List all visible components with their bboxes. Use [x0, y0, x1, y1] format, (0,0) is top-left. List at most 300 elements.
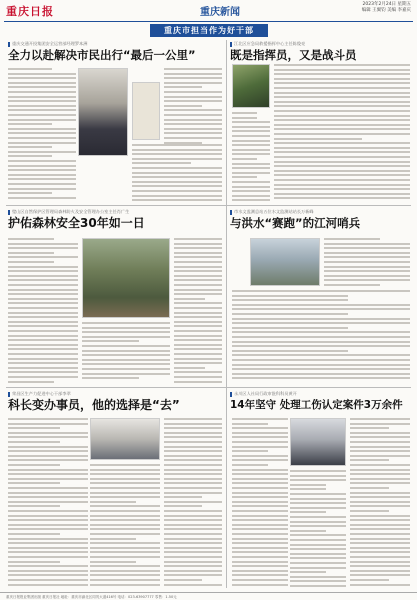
text-line [290, 571, 326, 573]
text-line [8, 155, 52, 157]
text-line [232, 117, 257, 119]
text-line [232, 140, 270, 142]
text-line [274, 161, 410, 163]
text-line [174, 302, 222, 304]
text-line [232, 167, 270, 169]
text-line [82, 359, 170, 361]
text-line [290, 479, 346, 481]
text-line [350, 574, 410, 576]
text-line [90, 570, 160, 572]
text-line [274, 151, 410, 153]
text-line [8, 91, 76, 93]
text-line [8, 279, 78, 281]
text-line [232, 368, 410, 370]
text-line [232, 565, 288, 567]
text-line [90, 542, 160, 544]
text-line [90, 519, 160, 521]
text-line [8, 482, 60, 484]
text-line [164, 418, 222, 420]
text-line [8, 427, 60, 429]
text-line [232, 345, 410, 347]
story-headline: 14年坚守 处理工伤认定案件3万余件 [230, 399, 403, 411]
text-line [174, 316, 222, 318]
text-line [82, 368, 170, 370]
text-line [8, 561, 60, 563]
text-line [8, 501, 88, 503]
text-line [350, 487, 389, 489]
text-line [8, 256, 78, 258]
text-line [90, 584, 160, 586]
text-line [8, 109, 76, 111]
text-line [174, 261, 222, 263]
text-line [164, 123, 222, 125]
text-line [232, 341, 410, 343]
text-line [90, 524, 160, 526]
text-line [8, 450, 88, 452]
text-line [232, 295, 348, 297]
text-line [232, 510, 288, 512]
text-line [82, 363, 170, 365]
text-line [8, 381, 54, 383]
text-line [274, 133, 410, 135]
row-divider [6, 205, 411, 206]
text-line [164, 82, 222, 84]
text-line [290, 576, 346, 578]
text-line [132, 153, 222, 155]
story-kicker: 江北区应急局救援指挥中心主任陈俊亮 [230, 40, 410, 47]
text-line [90, 574, 160, 576]
text-line [90, 510, 160, 512]
text-line [8, 524, 88, 526]
text-line [82, 345, 170, 347]
text-line [232, 542, 288, 544]
text-line [232, 538, 288, 540]
text-line [90, 528, 160, 530]
text-line [174, 298, 205, 300]
text-line [350, 570, 410, 572]
text-line [164, 427, 222, 429]
story-headline: 既是指挥员，又是战斗员 [230, 48, 357, 62]
column-divider [226, 40, 227, 588]
text-line [350, 501, 410, 503]
text-line [164, 464, 222, 466]
text-line [324, 247, 410, 249]
text-line [174, 362, 222, 364]
text-line [8, 487, 88, 489]
newspaper-logo: 重庆日报 [6, 5, 54, 18]
text-line [350, 584, 410, 586]
text-line [274, 110, 410, 112]
text-line [232, 533, 288, 535]
pull-quote-box [132, 82, 160, 140]
text-line [164, 565, 222, 567]
text-line [164, 533, 222, 535]
text-line [290, 539, 346, 541]
text-line [174, 247, 222, 249]
text-line [8, 325, 78, 327]
text-line [174, 284, 222, 286]
text-line [164, 505, 202, 507]
text-line [90, 487, 160, 489]
text-line [174, 266, 222, 268]
text-line [324, 275, 410, 277]
text-line [174, 307, 222, 309]
text-line [350, 450, 410, 452]
text-line [8, 464, 60, 466]
text-line [174, 381, 222, 383]
text-line [350, 455, 410, 457]
text-line [232, 373, 410, 375]
text-line [274, 64, 410, 66]
text-line [132, 167, 222, 169]
text-line [350, 510, 389, 512]
factory-photo [90, 418, 160, 460]
text-line [164, 455, 222, 457]
text-line [164, 482, 222, 484]
text-line [174, 321, 222, 323]
dateline [362, 2, 411, 14]
text-line [8, 169, 76, 171]
text-line [232, 130, 270, 132]
text-line [174, 279, 222, 281]
text-line [164, 109, 222, 111]
text-line [132, 176, 222, 178]
text-line [290, 557, 346, 559]
section-banner: 重庆市担当作为好干部 [150, 24, 268, 37]
text-line [290, 553, 346, 555]
text-line [232, 450, 268, 452]
text-line [8, 496, 88, 498]
text-line [274, 124, 410, 126]
text-line [350, 418, 410, 420]
text-line [274, 147, 410, 149]
text-line [8, 105, 76, 107]
text-line [232, 190, 270, 192]
text-line [350, 551, 410, 553]
text-line [164, 441, 222, 443]
text-line [90, 505, 160, 507]
text-line [8, 353, 78, 355]
text-line [90, 538, 136, 540]
date-text: 2023年2月24日 星期五 [362, 2, 411, 7]
text-line [8, 146, 52, 148]
text-line [90, 482, 160, 484]
text-line [164, 524, 222, 526]
text-line [232, 181, 270, 183]
text-line [232, 308, 410, 310]
text-line [232, 359, 410, 361]
text-line [8, 330, 78, 332]
text-line [350, 436, 410, 438]
text-line [350, 432, 410, 434]
text-line [232, 561, 288, 563]
text-line [232, 574, 288, 576]
text-line [164, 510, 222, 512]
text-line [82, 354, 170, 356]
text-line [164, 423, 222, 425]
text-line [350, 492, 410, 494]
text-line [8, 132, 76, 134]
text-line [274, 179, 410, 181]
text-line [8, 151, 76, 153]
text-line [350, 519, 410, 521]
text-line [8, 510, 88, 512]
text-line [232, 176, 257, 178]
text-line [90, 547, 160, 549]
story-kicker: 市水文监测总站五位水文监测站站长万新峰 [230, 208, 410, 215]
text-line [350, 496, 410, 498]
text-line [232, 304, 410, 306]
text-line [290, 488, 326, 490]
text-line [232, 556, 288, 558]
text-line [232, 199, 270, 201]
text-line [8, 160, 76, 162]
text-line [274, 69, 410, 71]
text-line [290, 493, 346, 495]
text-line [82, 336, 170, 338]
text-line [8, 348, 78, 350]
text-line [232, 336, 410, 338]
portrait-photo [78, 68, 128, 156]
text-line [174, 371, 222, 373]
text-line [8, 174, 76, 176]
text-line [290, 534, 346, 536]
text-line [90, 556, 160, 558]
text-line [350, 459, 389, 461]
text-line [232, 547, 288, 549]
text-line [232, 135, 270, 137]
text-line [8, 302, 78, 304]
text-line [232, 112, 257, 114]
text-line [274, 73, 410, 75]
text-line [232, 524, 288, 526]
forest-photo [82, 238, 170, 318]
text-line [82, 373, 170, 375]
text-line [232, 501, 288, 503]
text-line [164, 68, 222, 70]
story-kicker: 荣昌区生产力促进中心干部李翠 [8, 390, 223, 397]
text-line [232, 455, 288, 457]
text-line [8, 197, 76, 199]
text-line [324, 270, 410, 272]
text-line [290, 567, 346, 569]
text-line [232, 473, 288, 475]
text-line [164, 579, 202, 581]
text-line [274, 142, 410, 144]
text-line [232, 464, 268, 466]
text-line [132, 185, 222, 187]
text-line [8, 298, 78, 300]
text-line [164, 137, 222, 139]
text-line [8, 165, 76, 167]
text-line [8, 455, 88, 457]
text-line [290, 585, 346, 587]
text-line [164, 436, 222, 438]
text-line [8, 335, 78, 337]
text-line [232, 158, 257, 160]
text-line [8, 275, 78, 277]
text-line [8, 367, 78, 369]
text-line [132, 149, 222, 151]
text-line [174, 270, 222, 272]
text-line [8, 584, 88, 586]
text-line [274, 170, 410, 172]
text-line [8, 128, 76, 130]
text-line [350, 482, 410, 484]
text-line [232, 331, 410, 333]
text-line [350, 446, 410, 448]
text-line [164, 492, 222, 494]
text-line [8, 570, 88, 572]
story-kicker: 永川区人社局行政审批科科员黄开 [230, 390, 410, 397]
text-line [350, 515, 410, 517]
text-line [8, 519, 88, 521]
text-line [90, 464, 160, 466]
text-line [174, 289, 222, 291]
text-line [274, 188, 410, 190]
text-line [350, 505, 410, 507]
text-line [232, 459, 288, 461]
text-line [8, 418, 88, 420]
text-line [8, 423, 88, 425]
text-line [290, 516, 346, 518]
text-line [290, 562, 346, 564]
text-line [324, 256, 410, 258]
text-line [164, 487, 222, 489]
text-line [174, 238, 222, 240]
text-line [164, 132, 222, 134]
text-line [8, 316, 78, 318]
text-line [8, 446, 88, 448]
text-line [90, 561, 136, 563]
text-line [8, 192, 52, 194]
text-line [350, 579, 389, 581]
text-line [82, 350, 170, 352]
text-line [232, 492, 288, 494]
text-line [350, 473, 410, 475]
text-line [232, 153, 270, 155]
text-line [290, 580, 346, 582]
text-line [90, 469, 160, 471]
text-line [164, 432, 222, 434]
text-line [90, 533, 160, 535]
text-line [290, 484, 326, 486]
story-headline: 全力以赴解决市民出行“最后一公里” [8, 48, 196, 62]
text-line [290, 548, 346, 550]
text-line [8, 73, 76, 75]
text-line [232, 528, 288, 530]
text-line [164, 501, 222, 503]
text-line [8, 178, 76, 180]
text-line [8, 459, 88, 461]
text-line [8, 100, 76, 102]
text-line [274, 101, 410, 103]
text-line [8, 574, 88, 576]
text-line [90, 473, 160, 475]
text-line [174, 243, 222, 245]
text-line [232, 478, 288, 480]
river-photo [250, 238, 320, 286]
text-line [164, 105, 202, 107]
text-line [350, 423, 410, 425]
text-line [164, 574, 222, 576]
text-line [164, 515, 222, 517]
text-line [8, 547, 88, 549]
text-line [132, 195, 222, 197]
text-line [8, 339, 78, 341]
text-line [232, 515, 288, 517]
text-line [174, 335, 222, 337]
text-line [274, 165, 410, 167]
text-line [8, 362, 78, 364]
text-line [350, 528, 410, 530]
story-headline: 科长变办事员，他的选择是“去” [8, 398, 180, 412]
story-headline: 与洪水“赛跑”的江河哨兵 [230, 216, 361, 230]
text-line [8, 542, 88, 544]
text-line [232, 186, 270, 188]
text-line [350, 542, 410, 544]
text-line [290, 475, 346, 477]
text-line [164, 496, 202, 498]
text-line [324, 284, 380, 286]
text-line [232, 423, 268, 425]
text-line [274, 87, 410, 89]
text-line [8, 528, 88, 530]
text-line [350, 565, 410, 567]
text-line [8, 441, 60, 443]
text-line [232, 487, 288, 489]
page-footer: 重庆日报报业集团出版 重庆日报社 地址：重庆市渝北区同茂大道416号 电话：023-63907777 零售：1.50元 [0, 592, 417, 600]
text-line [164, 450, 222, 452]
text-line [174, 293, 222, 295]
text-line [274, 105, 410, 107]
text-line [132, 158, 222, 160]
text-line [290, 502, 346, 504]
text-line [350, 441, 410, 443]
text-line [290, 470, 346, 472]
text-line [350, 556, 410, 558]
text-line [164, 547, 222, 549]
text-line [324, 252, 410, 254]
text-line [232, 551, 288, 553]
text-line [274, 184, 410, 186]
text-line [8, 77, 76, 79]
text-line [274, 119, 410, 121]
text-line [174, 348, 222, 350]
text-line [90, 492, 160, 494]
text-line [274, 82, 410, 84]
text-line [8, 492, 88, 494]
text-line [324, 279, 410, 281]
text-line [8, 307, 78, 309]
text-line [232, 172, 270, 174]
text-line [8, 270, 78, 272]
text-line [8, 293, 78, 295]
text-line [8, 261, 54, 263]
text-line [232, 299, 348, 301]
text-line [232, 121, 270, 123]
text-line [90, 551, 160, 553]
text-line [8, 538, 88, 540]
text-line [232, 350, 348, 352]
text-line [174, 330, 222, 332]
text-line [82, 327, 170, 329]
text-line [164, 570, 222, 572]
text-line [174, 275, 222, 277]
text-line [174, 339, 222, 341]
text-line [8, 142, 76, 144]
text-line [8, 284, 78, 286]
